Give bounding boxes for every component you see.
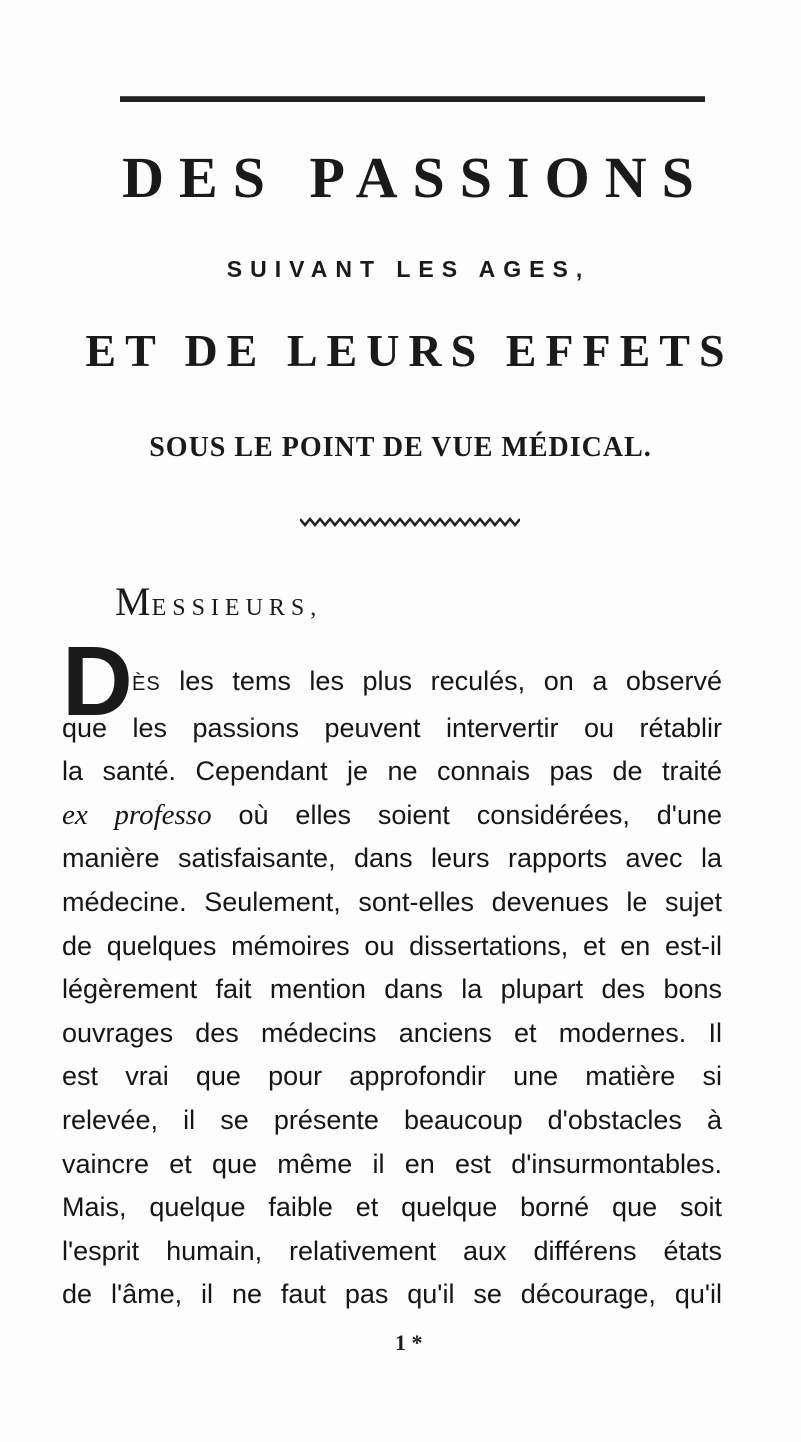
text-line-15: de l'âme, il ne faut pas qu'il se décourage, qu'il xyxy=(62,1279,722,1310)
title-subtitle: SUIVANT LES AGES, xyxy=(226,256,591,282)
text-line-9: ouvrages des médecins anciens et modernes. Il xyxy=(62,1017,722,1048)
text-line-7: de quelques mémoires ou dissertations, et en est-il xyxy=(62,930,722,961)
text-line-2: que les passions peuvent intervertir ou rétablir xyxy=(62,712,722,743)
title-line-effets: ET DE LEURS EFFETS xyxy=(85,325,734,376)
text-line-14: l'esprit humain, relativement aux différens états xyxy=(62,1235,722,1266)
text-line-4: où elles soient considérées, d'une xyxy=(211,799,722,830)
body-paragraph xyxy=(62,660,722,1317)
text-line xyxy=(62,660,722,707)
top-rule xyxy=(120,96,705,102)
signature-mark: 1 * xyxy=(395,1330,423,1355)
wave-ornament xyxy=(300,516,520,528)
salutation-initial: M xyxy=(115,579,152,624)
text-line-1: les tems les plus reculés, on a observé xyxy=(160,666,722,696)
text-line-13: Mais, quelque faible et quelque borné que soit xyxy=(62,1192,722,1223)
text-line-3: la santé. Cependant je ne connais pas de traité xyxy=(62,756,722,787)
text-line-10: est vrai que pour approfondir une matière si xyxy=(62,1061,722,1092)
text-line-8: légèrement fait mention dans la plupart des bons xyxy=(62,974,722,1005)
title-line-medical: SOUS LE POINT DE VUE MÉDICAL. xyxy=(149,432,652,463)
italic-phrase: ex professo xyxy=(62,798,212,831)
text-line xyxy=(62,794,722,838)
text-line-12: vaincre et que même il en est d'insurmontables. xyxy=(62,1148,722,1179)
salutation-rest: ESSIEURS, xyxy=(151,595,323,621)
text-line-6: médecine. Seulement, sont-elles devenues le sujet xyxy=(62,886,722,917)
text-line-11: relevée, il se présente beaucoup d'obstacles à xyxy=(62,1104,722,1135)
drop-cap: D xyxy=(62,626,133,736)
first-word-rest: ÈS xyxy=(132,673,161,695)
salutation xyxy=(115,578,322,625)
title-main: DES PASSIONS xyxy=(122,145,709,210)
text-line-5: manière satisfaisante, dans leurs rapports avec la xyxy=(62,843,722,874)
